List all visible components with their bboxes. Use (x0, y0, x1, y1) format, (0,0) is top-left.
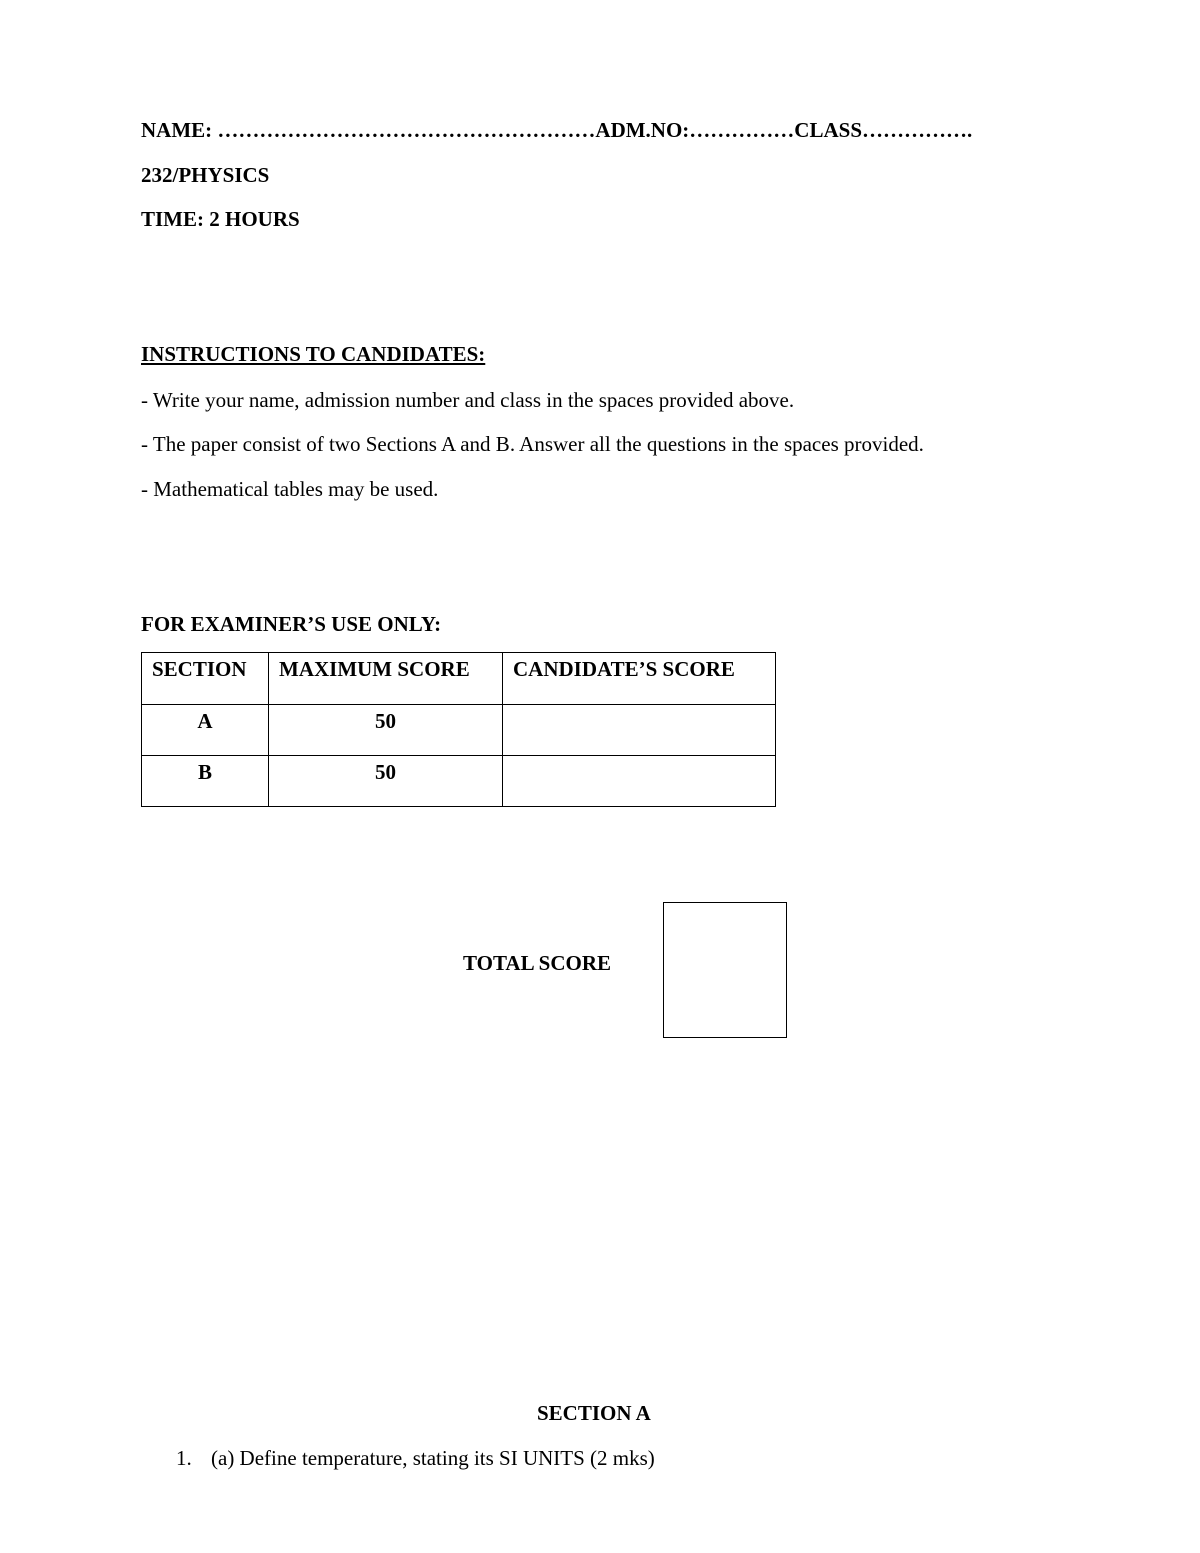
name-adm-class-line: NAME: ………………………………………………ADM.NO:……………CLASS……………. (141, 118, 973, 142)
section-cell: A (142, 705, 269, 756)
total-score-box (663, 902, 787, 1038)
column-header-candidate-score: CANDIDATE’S SCORE (503, 653, 776, 705)
maximum-score-cell: 50 (269, 705, 503, 756)
subject-code: 232/PHYSICS (141, 163, 270, 187)
column-header-maximum-score: MAXIMUM SCORE (269, 653, 503, 705)
candidate-score-cell (503, 756, 776, 807)
question-item (176, 1446, 655, 1471)
instruction-item: - Write your name, admission number and class in the spaces provided above. (141, 388, 795, 412)
section-cell: B (142, 756, 269, 807)
instructions-heading: INSTRUCTIONS TO CANDIDATES: (141, 342, 486, 366)
maximum-score-cell: 50 (269, 756, 503, 807)
instruction-item: - Mathematical tables may be used. (141, 477, 439, 501)
table-header-row (142, 653, 776, 705)
table-row (142, 705, 776, 756)
candidate-score-cell (503, 705, 776, 756)
examiner-use-heading: FOR EXAMINER’S USE ONLY: (141, 612, 442, 636)
instruction-item: - The paper consist of two Sections A and B. Answer all the questions in the spaces provided. (141, 432, 924, 456)
column-header-section: SECTION (142, 653, 269, 705)
table-row (142, 756, 776, 807)
question-number: 1. (176, 1446, 192, 1470)
question-text: (a) Define temperature, stating its SI UNITS (2 mks) (211, 1446, 655, 1470)
time-allowed: TIME: 2 HOURS (141, 207, 300, 231)
total-score-label: TOTAL SCORE (463, 951, 612, 975)
section-a-title: SECTION A (537, 1401, 651, 1425)
score-table (141, 652, 776, 807)
